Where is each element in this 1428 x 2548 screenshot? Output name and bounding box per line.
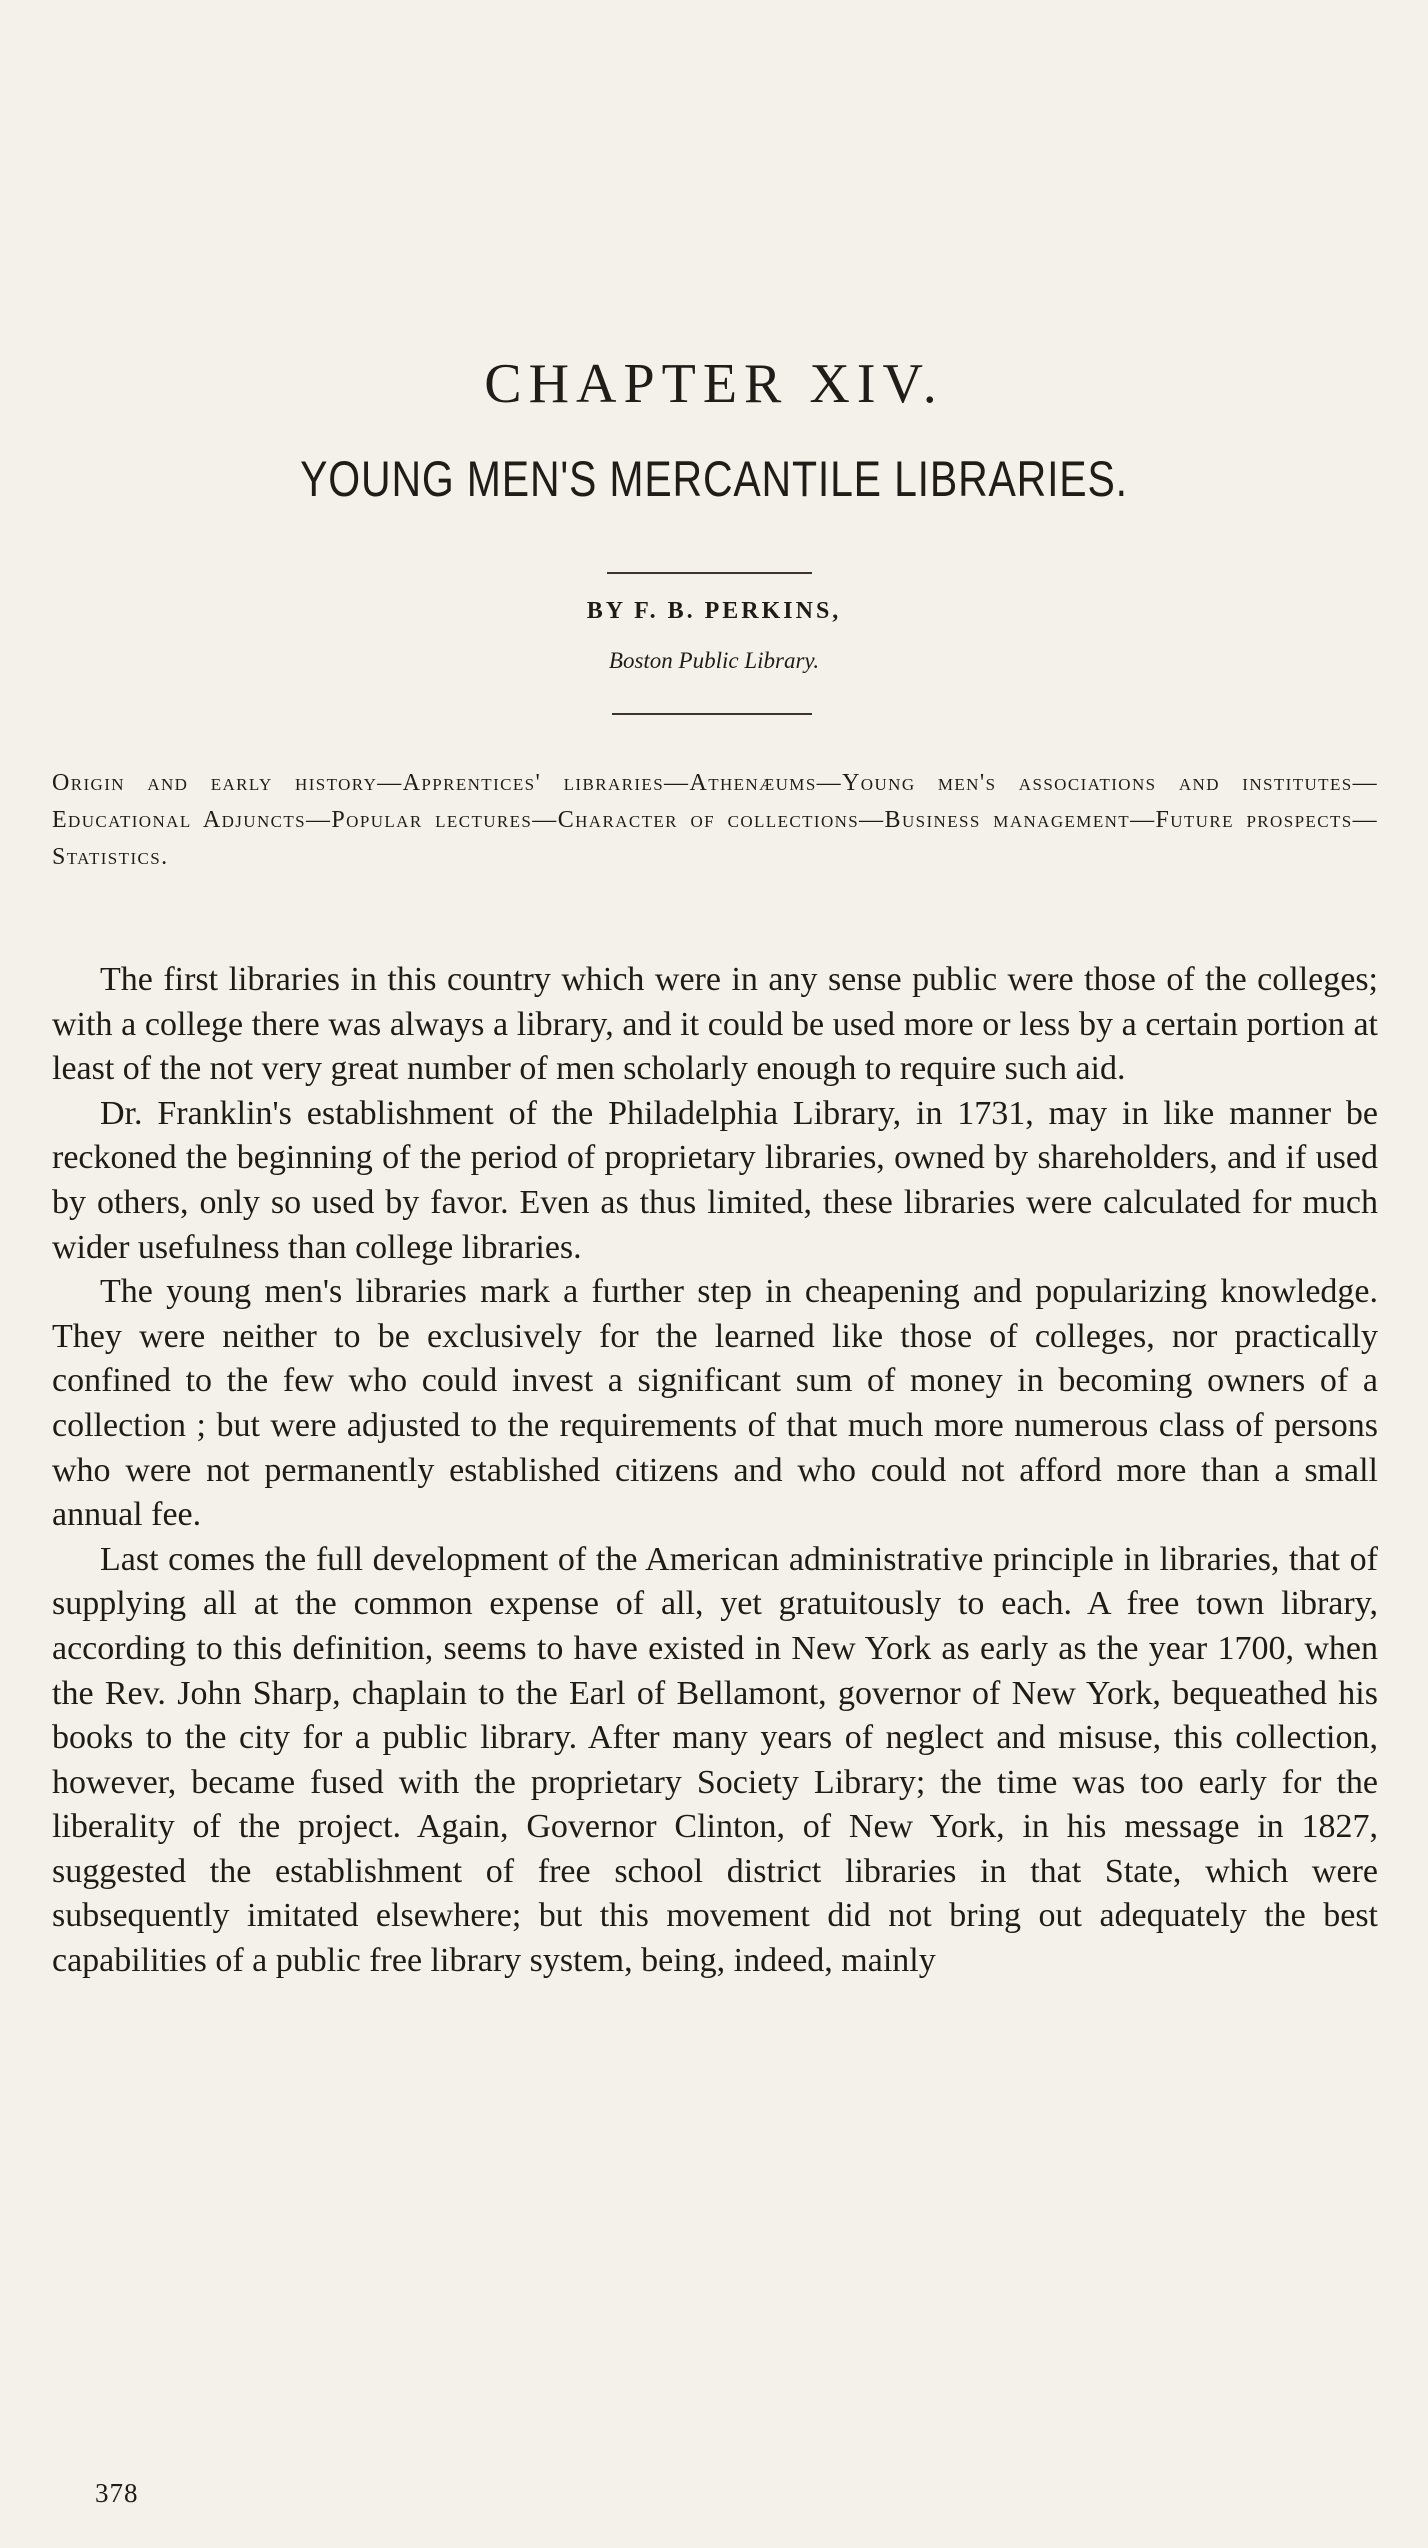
chapter-heading: CHAPTER XIV.: [484, 353, 944, 415]
bottom-divider-rule: [612, 713, 812, 715]
chapter-synopsis: Origin and early history—Apprentices' libraries—Athenæums—Young men's associations and institutes—Educational Adjuncts—Popular lectures—Character of collections—Business management—Future prospects—Statistics.: [52, 770, 1378, 870]
author-byline: BY F. B. PERKINS,: [586, 598, 842, 624]
article-title: YOUNG MEN'S MERCANTILE LIBRARIES.: [300, 451, 1128, 507]
page-number: 378: [95, 2478, 139, 2508]
body-text: [52, 958, 1378, 1984]
paragraph: The first libraries in this country which were in any sense public were those of the colleges; with a college there was always a library, and it could be used more or less by a certain portion at least of the not very great number of men scholarly enough to require such aid.: [52, 961, 1378, 1088]
top-divider-rule: [607, 572, 812, 574]
paragraph: Dr. Franklin's establishment of the Philadelphia Library, in 1731, may in like manner be reckoned the beginning of the period of proprietary libraries, owned by shareholders, and if used by others, only so used by favor. Even as thus limited, these libraries were calculated for much wider usefulness than college libraries.: [52, 1094, 1378, 1266]
author-affiliation: Boston Public Library.: [608, 648, 820, 673]
paragraph: Last comes the full development of the American administrative principle in libraries, that of supplying all at the common expense of all, yet gratuitously to each. A free town library, according to this definition, seems to have existed in New York as early as the year 1700, when the Rev. John Sharp, chaplain to the Earl of Bellamont, governor of New York, bequeathed his books to the city for a public library. After many years of neglect and misuse, this collection, however, became fused with the proprietary Society Library; the time was too early for the liberality of the project. Again, Governor Clinton, of New York, in his message in 1827, suggested the establishment of free school district libraries in that State, which were subsequently imitated elsewhere; but this movement did not bring out adequately the best capabilities of a public free library system, being, indeed, mainly: [52, 1540, 1378, 1980]
paragraph: The young men's libraries mark a further step in cheapening and popularizing knowledge. They were neither to be exclusively for the learned like those of colleges, nor practically confined to the few who could invest a significant sum of money in becoming owners of a collection ; but were adjusted to the requirements of that much more numerous class of persons who were not permanently established citizens and who could not afford more than a small annual fee.: [52, 1273, 1378, 1534]
